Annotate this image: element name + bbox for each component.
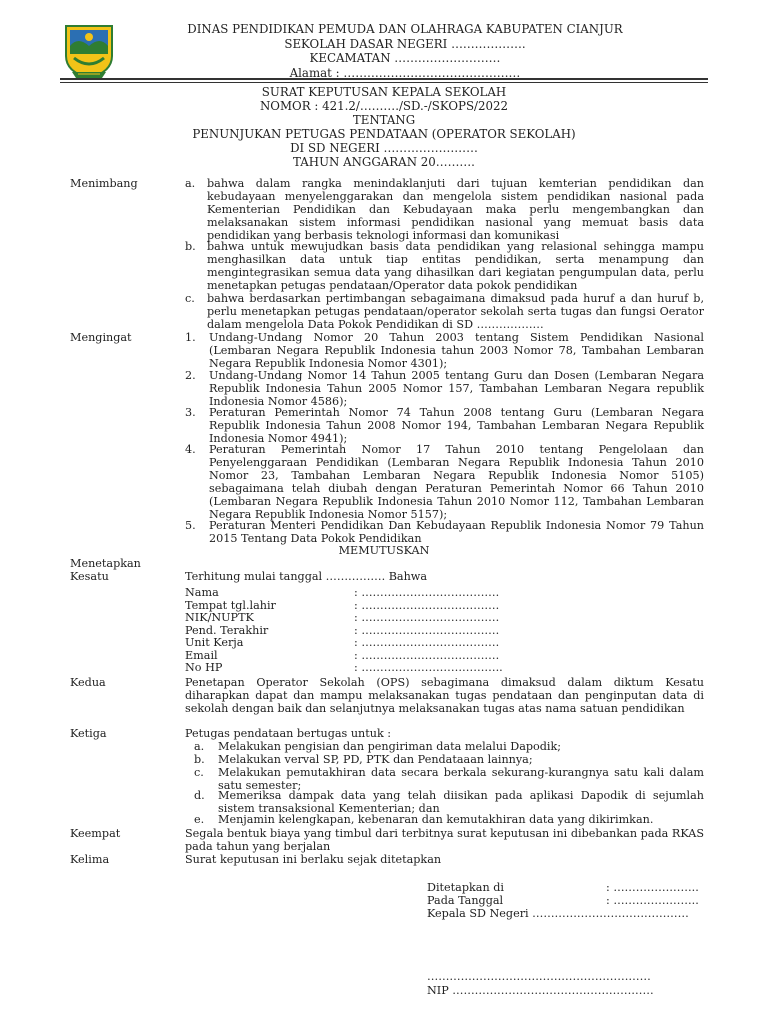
title-line-6: TAHUN ANGGARAN 20………. [293, 155, 475, 169]
ketiga-marker-d: d. [194, 789, 205, 802]
kepala-sekolah-title: Kepala SD Negeri …………………………………… [427, 907, 689, 920]
letterhead-rule-thin [60, 82, 708, 83]
field-ttl-label: Tempat tgl.lahir [185, 599, 276, 612]
field-ttl-value: : ………………………………. [354, 599, 500, 612]
district-name: KECAMATAN ……………………… [309, 51, 501, 65]
field-nik-label: NIK/NUPTK [185, 611, 254, 624]
ketiga-marker-b: b. [194, 753, 205, 766]
ketiga-intro: Petugas pendataan bertugas untuk : [185, 727, 392, 740]
field-email-value: : ………………………………. [354, 649, 500, 662]
ketiga-marker-e: e. [194, 813, 205, 826]
menimbang-item-c: bahwa berdasarkan pertimbangan sebagaimana dimaksud pada huruf a dan huruf b, perlu menetapkan petugas pendataan/operator sekolah serta tugas dan fungsi Oerator dalam mengelola Data Pokok Pendidikan di SD ……………… [207, 292, 704, 331]
ditetapkan-value: : ………………….. [606, 881, 699, 894]
address: Alamat : ……………………………………… [289, 65, 521, 80]
mengingat-marker-3: 3. [185, 406, 196, 419]
ketiga-item-b: Melakukan verval SP, PD, PTK dan Pendataaan lainnya; [218, 753, 533, 766]
mengingat-item-1: Undang-Undang Nomor 20 Tahun 2003 tentang Sistem Pendidikan Nasional (Lembaran Negara Republik Indonesia tahun 2003 Nomor 78, Tambahan Lembaran Negara Republik Indonesia Nomor 4301); [209, 331, 704, 370]
mengingat-item-2: Undang-Undang Nomor 14 Tahun 2005 tentang Guru dan Dosen (Lembaran Negara Republik Indonesia Tahun 2005 Nomor 157, Tambahan Lembaran Negara republik Indonesia Nomor 4586); [209, 369, 704, 408]
title-line-1: SURAT KEPUTUSAN KEPALA SEKOLAH [261, 85, 507, 99]
agency-name: DINAS PENDIDIKAN PEMUDA DAN OLAHRAGA KABUPATEN CIANJUR [187, 22, 623, 36]
kesatu-intro: Terhitung mulai tanggal ……………. Bahwa [185, 570, 428, 583]
mengingat-marker-1: 1. [185, 331, 196, 344]
title-line-3: TENTANG [352, 113, 416, 127]
kedua-label: Kedua [70, 676, 106, 689]
ketiga-item-d: Memeriksa dampak data yang telah diisikan pada aplikasi Dapodik di sejumlah sistem transaksional Kementerian; dan [218, 789, 704, 815]
signatory-nip: NIP ……………………………………………… [427, 984, 654, 997]
field-hp-label: No HP [185, 661, 223, 674]
mengingat-marker-2: 2. [185, 369, 196, 382]
mengingat-marker-5: 5. [185, 519, 196, 532]
menimbang-item-a: bahwa dalam rangka menindaklanjuti dari tujuan kemterian pendidikan dan kebudayaan menyelenggarakan dan mengelola sistem pendidikan nasional pada Kementerian Pendidikan dan Kebudayaan maka perlu mengembangkan dan melaksanakan sistem informasi pendidikan nasional yang memuat basis data pendidikan yang berbasis teknologi informasi dan komunikasi [207, 177, 704, 242]
school-name: SEKOLAH DASAR NEGERI ………………. [284, 36, 526, 51]
keempat-text: Segala bentuk biaya yang timbul dari terbitnya surat keputusan ini dibebankan pada RKAS pada tahun yang berjalan [185, 827, 704, 853]
ketiga-item-a: Melakukan pengisian dan pengiriman data melalui Dapodik; [218, 740, 562, 753]
field-email-label: Email [185, 649, 218, 662]
kabupaten-cianjur-emblem [60, 22, 118, 82]
field-pend-label: Pend. Terakhir [185, 624, 269, 637]
kedua-text: Penetapan Operator Sekolah (OPS) sebagimana dimaksud dalam diktum Kesatu diharapkan dapat dan mampu melaksanakan tugas pendataan dan penginputan data di sekolah dengan baik dan selanjutnya melaksanakan tugas atas nama satuan pendidikan [185, 676, 704, 715]
menimbang-marker-b: b. [185, 240, 196, 253]
menimbang-marker-a: a. [185, 177, 196, 190]
menimbang-item-b: bahwa untuk mewujudkan basis data pendidikan yang relasional sehingga mampu menghasilkan data untuk tiap entitas pendidikan, serta menampung dan mengintegrasikan semua data yang dihasilkan dari kegiatan pengumpulan data, perlu menetapkan petugas pendataan/Operator data pokok pendidikan [207, 240, 704, 292]
letterhead [120, 22, 690, 80]
field-nik-value: : ………………………………. [354, 611, 500, 624]
ketiga-marker-c: c. [194, 766, 204, 779]
kelima-label: Kelima [70, 853, 110, 866]
decree-title [0, 85, 768, 169]
mengingat-item-4: Peraturan Pemerintah Nomor 17 Tahun 2010 tentang Pengelolaan dan Penyelenggaraan Pendidikan (Lembaran Negara Republik Indonesia Tahun 2010 Nomor 23, Tambahan Lembaran Negara Republik Indonesia Nomor 5105) sebagaimana telah diubah dengan Peraturan Pemerintah Nomor 66 Tahun 2010 (Lembaran Negara Republik Indonesia Tahun 2010 Nomor 112, Tambahan Lembaran Negara Republik Indonesia Nomor 5157); [209, 443, 704, 521]
tanggal-label: Pada Tanggal [427, 894, 504, 907]
signatory-name-line: …………………………………………………… [427, 970, 651, 983]
title-line-4: PENUNJUKAN PETUGAS PENDATAAN (OPERATOR SEKOLAH) [192, 127, 576, 141]
title-line-5: DI SD NEGERI …………………… [290, 141, 478, 155]
tanggal-value: : ………………….. [606, 894, 699, 907]
keempat-label: Keempat [70, 827, 121, 840]
ditetapkan-label: Ditetapkan di [427, 881, 504, 894]
decree-number: NOMOR : 421.2/………./SD.-/SKOPS/2022 [259, 99, 509, 113]
memutuskan-heading: MEMUTUSKAN [338, 544, 430, 557]
mengingat-marker-4: 4. [185, 443, 196, 456]
mengingat-item-5: Peraturan Menteri Pendidikan Dan Kebudayaan Republik Indonesia Nomor 79 Tahun 2015 Tentang Data Pokok Pendidikan [209, 519, 704, 545]
kesatu-label: Kesatu [70, 570, 109, 583]
ketiga-item-c: Melakukan pemutakhiran data secara berkala sekurang-kurangnya satu kali dalam satu semester; [218, 766, 704, 792]
kelima-text: Surat keputusan ini berlaku sejak ditetapkan [185, 853, 442, 866]
field-nama-label: Nama [185, 586, 219, 599]
field-pend-value: : ………………………………. [354, 624, 500, 637]
field-hp-value: : ……………………………….. [354, 661, 503, 674]
ketiga-label: Ketiga [70, 727, 107, 740]
field-nama-value: : ………………………………. [354, 586, 500, 599]
menimbang-label: Menimbang [70, 177, 138, 190]
menetapkan-label: Menetapkan [70, 557, 141, 570]
mengingat-item-3: Peraturan Pemerintah Nomor 74 Tahun 2008 tentang Guru (Lembaran Negara Republik Indonesia Tahun 2008 Nomor 194, Tambahan Lembaran Negara Republik Indonesia Nomor 4941); [209, 406, 704, 445]
ketiga-marker-a: a. [194, 740, 205, 753]
mengingat-label: Mengingat [70, 331, 132, 344]
field-unit-value: : ………………………………. [354, 636, 500, 649]
field-unit-label: Unit Kerja [185, 636, 244, 649]
ketiga-item-e: Menjamin kelengkapan, kebenaran dan kemutakhiran data yang dikirimkan. [218, 813, 654, 826]
menimbang-marker-c: c. [185, 292, 195, 305]
letterhead-rule-thick [60, 78, 708, 80]
